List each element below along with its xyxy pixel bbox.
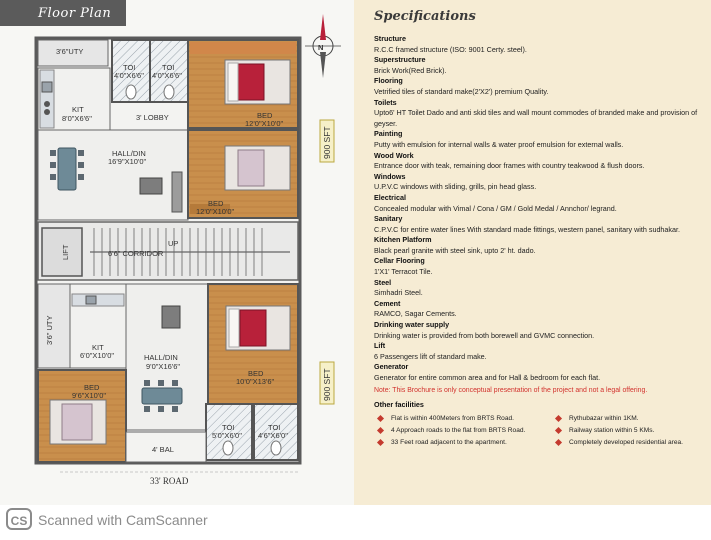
hall-bottom-dim: 9'0"X16'6" [146, 362, 181, 371]
diamond-bullet-icon [377, 415, 384, 422]
stair-up-label: UP [168, 239, 179, 248]
specifications-title: Specifications [374, 9, 476, 24]
bedroom-top-right-dim: 12'0"X10'0" [245, 119, 284, 128]
spec-heading: Painting [374, 129, 403, 139]
bed-middle-cover [238, 150, 264, 186]
spec-heading: Lift [374, 341, 386, 351]
spec-text: U.P.V.C windows with sliding, grills, pin head glass. [374, 182, 537, 192]
facility-text: Rythubazar within 1KM. [569, 414, 639, 422]
spec-text: Upto6' HT Toilet Dado and anti skid tiles and wall mount commodes of branded make and provision of geyser. [374, 108, 698, 128]
facility-text: Railway station within 5 KMs. [569, 426, 655, 434]
spec-heading: Generator [374, 362, 409, 372]
spec-text: 1'X1' Terracot Tile. [374, 267, 433, 277]
bedroom-bottom-right-label: BED [248, 369, 264, 378]
spec-text: Entrance door with teak, remaining door frames with country teakwood & flush doors. [374, 161, 645, 171]
bedroom-top-right-label: BED [257, 111, 273, 120]
toilet-a-label: TOI [123, 63, 136, 72]
sft-lower-label: 900 SFT [322, 368, 332, 401]
disclaimer-note: Note: This Brochure is only conceptual presentation of the project and not a legal offering. [374, 386, 648, 394]
toilet-d-label: TOI [268, 423, 281, 432]
floor-plan-drawing [0, 0, 354, 505]
facility-text: 4 Approach roads to the flat from BRTS Road. [391, 426, 526, 434]
diamond-bullet-icon [555, 439, 562, 446]
bedroom-middle-dim: 12'0"X10'0" [196, 207, 235, 216]
uty-bottom-label: 3'6" UTY [45, 315, 54, 345]
spec-text: Putty with emulsion for internal walls & water proof emulsion for external walls. [374, 139, 624, 149]
spec-heading: Flooring [374, 76, 403, 86]
spec-heading: Kitchen Platform [374, 235, 432, 245]
facility-text: Completely developed residential area. [569, 438, 683, 446]
road-label: 33' ROAD [150, 476, 189, 486]
toilet-c-dim: 5'0"X6'0" [212, 431, 242, 440]
facility-item [552, 414, 702, 423]
spec-text: Black pearl granite with steel sink, upto 2' ht. dado. [374, 245, 536, 255]
bedroom-bottom-right-dim: 10'0"X13'6" [236, 377, 275, 386]
spec-heading: Steel [374, 277, 392, 287]
lobby-label: 3' LOBBY [136, 113, 169, 122]
toilet-c-label: TOI [222, 423, 235, 432]
spec-text: Generator for entire common area and for Hall & bedroom for each flat. [374, 373, 601, 382]
spec-text: C.P.V.C for entire water lines With standard made fittings, western panel, sanitary with sudhakar. [374, 224, 681, 234]
kitchen-bottom-dim: 6'0"X10'0" [80, 351, 115, 360]
spec-text: RAMCO, Sagar Cements. [374, 309, 457, 319]
spec-heading: Toilets [374, 97, 397, 107]
spec-text: Brick Work(Red Brick). [374, 65, 447, 75]
sofa-bottom [162, 306, 180, 328]
kitchen-top-dim: 8'0"X6'6" [62, 114, 92, 123]
specifications-panel [354, 0, 711, 505]
facility-item [552, 426, 702, 435]
facility-item [552, 438, 702, 447]
diamond-bullet-icon [555, 415, 562, 422]
spec-heading: Cellar Flooring [374, 256, 425, 266]
diamond-bullet-icon [377, 427, 384, 434]
spec-heading: Cement [374, 298, 401, 308]
diamond-bullet-icon [377, 439, 384, 446]
camscanner-watermark-text: Scanned with CamScanner [38, 512, 208, 528]
spec-text: R.C.C framed structure (ISO: 9001 Certy. steel). [374, 44, 527, 54]
spec-heading: Drinking water supply [374, 320, 450, 330]
spec-text: Drinking water is provided from both borewell and GVMC connection. [374, 330, 595, 340]
bedroom-bottom-left-label: BED [84, 383, 100, 392]
kitchen-top-label: KIT [72, 105, 84, 114]
balcony-label: 4' BAL [152, 445, 174, 454]
facility-text: 33 Feet road adjacent to the apartment. [391, 438, 507, 446]
spec-heading: Sanitary [374, 214, 403, 224]
toilet-a-commode [126, 85, 136, 99]
lift-label: LIFT [61, 244, 70, 260]
floor-plan-panel [0, 0, 354, 505]
uty-top-label: 3'6"UTY [56, 47, 84, 56]
uty-bottom-area [38, 284, 70, 368]
facilities-list [374, 414, 704, 447]
dining-table-bottom [142, 388, 182, 404]
spec-heading: Windows [374, 171, 406, 181]
facility-item [374, 426, 552, 435]
sofa-top [140, 178, 162, 194]
camscanner-logo-icon: CS [6, 508, 32, 530]
floor-plan-title: Floor Plan [38, 6, 112, 21]
kitchen-top-counter [40, 70, 54, 128]
facility-item [374, 414, 552, 423]
spec-heading: Superstructure [374, 55, 426, 65]
toilet-d-dim: 4'6"X6'0" [258, 431, 288, 440]
spec-text: Concealed modular with Vimal / Cona / GM / Gold Medal / Annchor/ legrand. [374, 203, 617, 213]
hall-top-label: HALL/DIN [112, 149, 146, 158]
spec-text: 6 Passengers lift of standard make. [374, 351, 487, 361]
toilet-b-label: TOI [162, 63, 175, 72]
spec-heading: Electrical [374, 192, 406, 202]
toilet-a-dim: 4'0"X6'6" [114, 71, 144, 80]
facilities-heading: Other facilities [374, 399, 424, 409]
spec-text: Vetrified tiles of standard make(2'X2') premium Quality. [374, 86, 549, 96]
toilet-b-dim: 4'0"X6'6" [152, 71, 182, 80]
kitchen-bottom-label: KIT [92, 343, 104, 352]
bedroom-bottom-left-dim: 9'6"X10'0" [72, 391, 107, 400]
bedroom-middle-label: BED [208, 199, 224, 208]
dining-table-top [58, 148, 76, 190]
toilet-b-commode [164, 85, 174, 99]
sft-upper-label: 900 SFT [322, 126, 332, 159]
spec-text: Simhadri Steel. [374, 288, 423, 298]
facility-text: Flat is within 400Meters from BRTS Road. [391, 414, 515, 422]
specifications-list [374, 34, 704, 447]
corridor-label: 6'6" CORRIDOR [108, 249, 164, 258]
bed-top-right-cover [238, 64, 264, 100]
spec-heading: Wood Work [374, 150, 414, 160]
compass-label: N [318, 43, 324, 52]
spec-heading: Structure [374, 34, 406, 43]
hall-top-dim: 16'9"X10'0" [108, 157, 147, 166]
diamond-bullet-icon [555, 427, 562, 434]
hall-bottom-label: HALL/DIN [144, 353, 178, 362]
facility-item [374, 438, 552, 447]
